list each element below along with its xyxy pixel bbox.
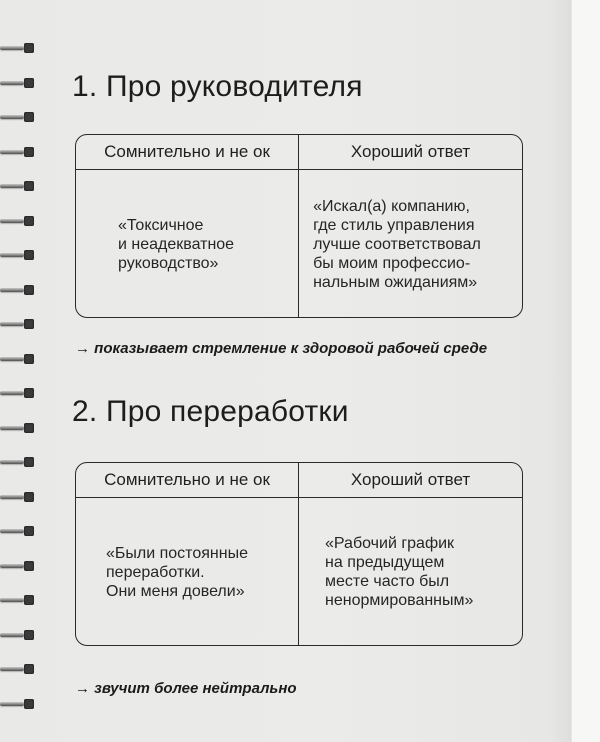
- ring-wire: [0, 495, 24, 499]
- cell-bad-answer: [76, 498, 299, 646]
- header-bad: Сомнительно и не ок: [76, 135, 299, 169]
- ring-hole: [24, 250, 34, 260]
- cell-bad-answer: [76, 170, 299, 318]
- header-good: Хороший ответ: [350, 142, 471, 161]
- page-edge: [548, 0, 600, 742]
- cell-good-answer: [299, 498, 522, 646]
- ring-wire: [0, 460, 24, 464]
- spiral-ring: [0, 594, 36, 606]
- spiral-ring: [0, 77, 36, 89]
- ring-hole: [24, 78, 34, 88]
- bad-answer-text: «Токсичное и неадекватное руководство»: [118, 216, 235, 272]
- ring-wire: [0, 391, 24, 395]
- table-header: [76, 135, 522, 170]
- ring-hole: [24, 388, 34, 398]
- ring-hole: [24, 285, 34, 295]
- ring-hole: [24, 112, 34, 122]
- ring-hole: [24, 216, 34, 226]
- spiral-binding: [0, 42, 40, 732]
- note-manager: → показывает стремление к здоровой рабочей среде: [75, 340, 488, 357]
- comparison-table-overtime: [75, 462, 523, 646]
- ring-wire: [0, 81, 24, 85]
- ring-wire: [0, 598, 24, 602]
- spiral-ring: [0, 698, 36, 710]
- note-overtime: → звучит более нейтрально: [75, 680, 297, 697]
- ring-hole: [24, 319, 34, 329]
- ring-wire: [0, 115, 24, 119]
- ring-wire: [0, 529, 24, 533]
- ring-hole: [24, 181, 34, 191]
- ring-hole: [24, 664, 34, 674]
- ring-wire: [0, 426, 24, 430]
- spiral-ring: [0, 111, 36, 123]
- section-title-overtime: 2. Про переработки: [72, 395, 349, 428]
- ring-wire: [0, 184, 24, 188]
- spiral-ring: [0, 146, 36, 158]
- spiral-ring: [0, 456, 36, 468]
- table-body: [76, 170, 522, 318]
- table-body: [76, 498, 522, 646]
- spiral-ring: [0, 525, 36, 537]
- ring-wire: [0, 150, 24, 154]
- spiral-ring: [0, 422, 36, 434]
- spiral-ring: [0, 629, 36, 641]
- good-answer-text: «Рабочий график на предыдущем месте часто был ненормированным»: [325, 535, 474, 609]
- ring-wire: [0, 288, 24, 292]
- header-bad: Сомнительно и не ок: [76, 463, 299, 497]
- ring-wire: [0, 253, 24, 257]
- ring-hole: [24, 630, 34, 640]
- ring-wire: [0, 46, 24, 50]
- spiral-ring: [0, 180, 36, 192]
- spiral-ring: [0, 249, 36, 261]
- spiral-ring: [0, 663, 36, 675]
- ring-hole: [24, 699, 34, 709]
- ring-wire: [0, 564, 24, 568]
- ring-hole: [24, 147, 34, 157]
- good-answer-text: «Искал(а) компанию, где стиль управления лучше соответствовал бы моим профессио- нальным ожиданиям»: [313, 197, 481, 291]
- ring-wire: [0, 702, 24, 706]
- spiral-ring: [0, 560, 36, 572]
- ring-hole: [24, 561, 34, 571]
- comparison-table-manager: [75, 134, 523, 318]
- ring-wire: [0, 322, 24, 326]
- header-good: Хороший ответ: [350, 470, 471, 489]
- ring-hole: [24, 526, 34, 536]
- ring-wire: [0, 667, 24, 671]
- section-title-manager: 1. Про руководителя: [72, 70, 363, 103]
- cell-good-answer: [299, 170, 522, 318]
- spiral-ring: [0, 353, 36, 365]
- ring-hole: [24, 457, 34, 467]
- spiral-ring: [0, 215, 36, 227]
- spiral-ring: [0, 42, 36, 54]
- spiral-ring: [0, 491, 36, 503]
- spiral-ring: [0, 387, 36, 399]
- bad-answer-text: «Были постоянные переработки. Они меня довели»: [106, 544, 248, 600]
- spiral-ring: [0, 284, 36, 296]
- ring-hole: [24, 492, 34, 502]
- ring-wire: [0, 219, 24, 223]
- ring-wire: [0, 633, 24, 637]
- spiral-ring: [0, 318, 36, 330]
- ring-wire: [0, 357, 24, 361]
- ring-hole: [24, 43, 34, 53]
- ring-hole: [24, 354, 34, 364]
- ring-hole: [24, 595, 34, 605]
- table-header: [76, 463, 522, 498]
- ring-hole: [24, 423, 34, 433]
